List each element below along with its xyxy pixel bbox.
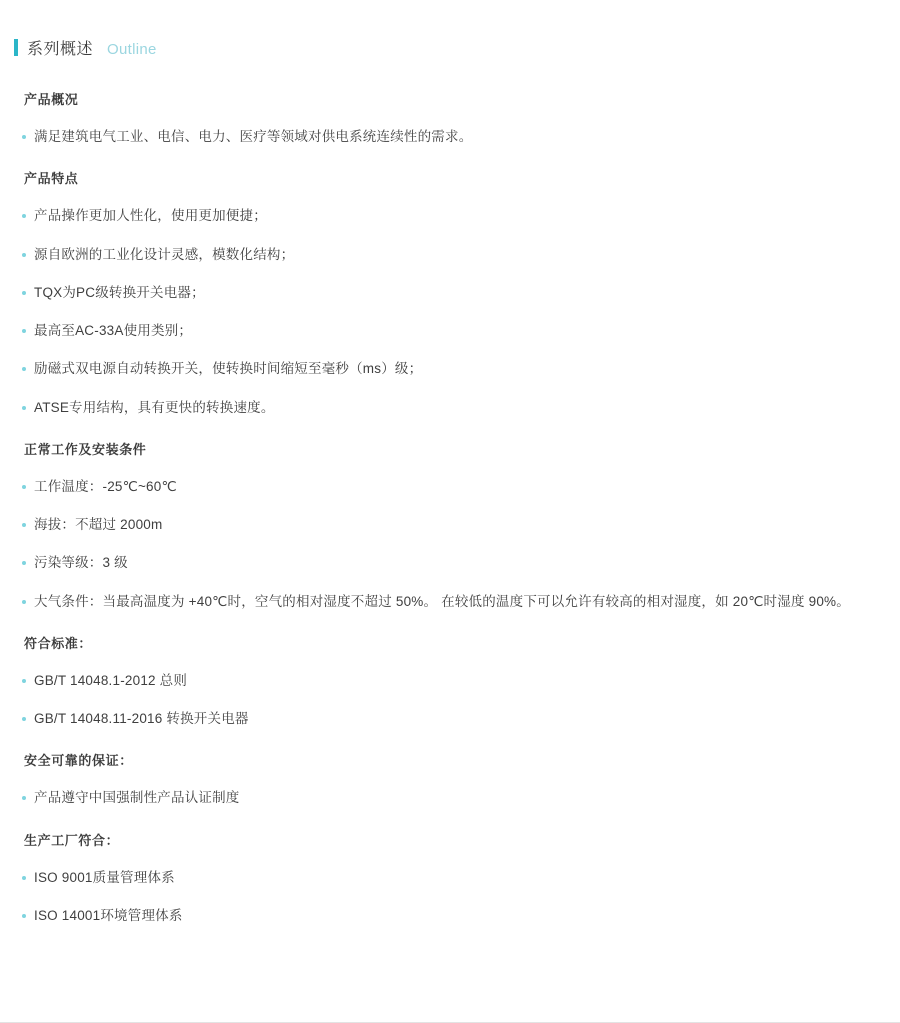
list-item-text: ATSE专用结构，具有更快的转换速度。 [34,399,275,415]
bullet-dot-icon [22,367,26,371]
accent-bar [14,39,18,56]
list-item-text: 励磁式双电源自动转换开关，使转换时间缩短至毫秒（ms）级； [34,361,423,377]
section-product-overview [16,77,884,156]
list-item-text: 源自欧洲的工业化设计灵感，模数化结构； [34,246,295,262]
list-item [16,312,884,350]
bullet-dot-icon [22,876,26,880]
list-item [16,662,884,700]
list-item [16,583,884,621]
list-item [16,544,884,582]
bullet-dot-icon [22,717,26,721]
list-item-text: 产品遵守中国强制性产品认证制度 [34,790,240,806]
bullet-dot-icon [22,135,26,139]
list-item-text: GB/T 14048.1-2012 总则 [34,672,188,688]
bullet-dot-icon [22,561,26,565]
page-header [0,0,900,59]
list-item [16,118,884,156]
bullet-dot-icon [22,679,26,683]
list-item [16,350,884,388]
page-title: 系列概述 [27,41,94,58]
bullet-dot-icon [22,914,26,918]
list-item [16,700,884,738]
list-item [16,897,884,935]
bullet-dot-icon [22,329,26,333]
list-item-text: 最高至AC-33A使用类别； [34,323,193,338]
section-operating-conditions [16,427,884,621]
list-item-text: 大气条件：当最高温度为 +40℃时，空气的相对湿度不超过 50%。 在较低的温度下可以允许有较高的相对湿度，如 20℃时湿度 90%。 [34,593,850,609]
bullet-dot-icon [22,523,26,527]
bullet-dot-icon [22,214,26,218]
section-title: 正常工作及安装条件 [24,441,147,457]
list-item-text: 产品操作更加人性化，使用更加便捷； [34,208,267,224]
bullet-dot-icon [22,291,26,295]
list-item [16,506,884,544]
list-item [16,468,884,506]
list-item [16,274,884,312]
section-title: 产品特点 [24,171,79,187]
list-item-text: TQX为PC级转换开关电器； [34,284,205,300]
list-item-text: ISO 14001环境管理体系 [34,907,183,923]
bullet-dot-icon [22,406,26,410]
list-item [16,236,884,274]
bullet-dot-icon [22,253,26,257]
section-factory-compliance [16,818,884,936]
bullet-dot-icon [22,600,26,604]
section-title: 生产工厂符合： [24,832,120,848]
list-item [16,197,884,235]
list-item-text: 满足建筑电气工业、电信、电力、医疗等领域对供电系统连续性的需求。 [34,129,473,144]
section-title: 符合标准： [24,635,93,651]
list-item-text: ISO 9001质量管理体系 [34,869,175,885]
section-title: 产品概况 [24,92,79,107]
section-standards [16,621,884,739]
section-title: 安全可靠的保证： [24,753,133,769]
list-item-text: 污染等级：3 级 [34,555,128,571]
page-title-en: Outline [107,41,157,58]
bullet-dot-icon [22,485,26,489]
list-item-text: GB/T 14048.11-2016 转换开关电器 [34,711,249,726]
list-item [16,389,884,427]
section-safety-assurance [16,738,884,817]
list-item [16,859,884,897]
outline-content [0,77,900,935]
section-product-features [16,156,884,427]
list-item-text: 工作温度：-25℃~60℃ [34,478,177,494]
list-item-text: 海拔：不超过 2000m [34,517,163,532]
list-item [16,779,884,817]
bullet-dot-icon [22,796,26,800]
